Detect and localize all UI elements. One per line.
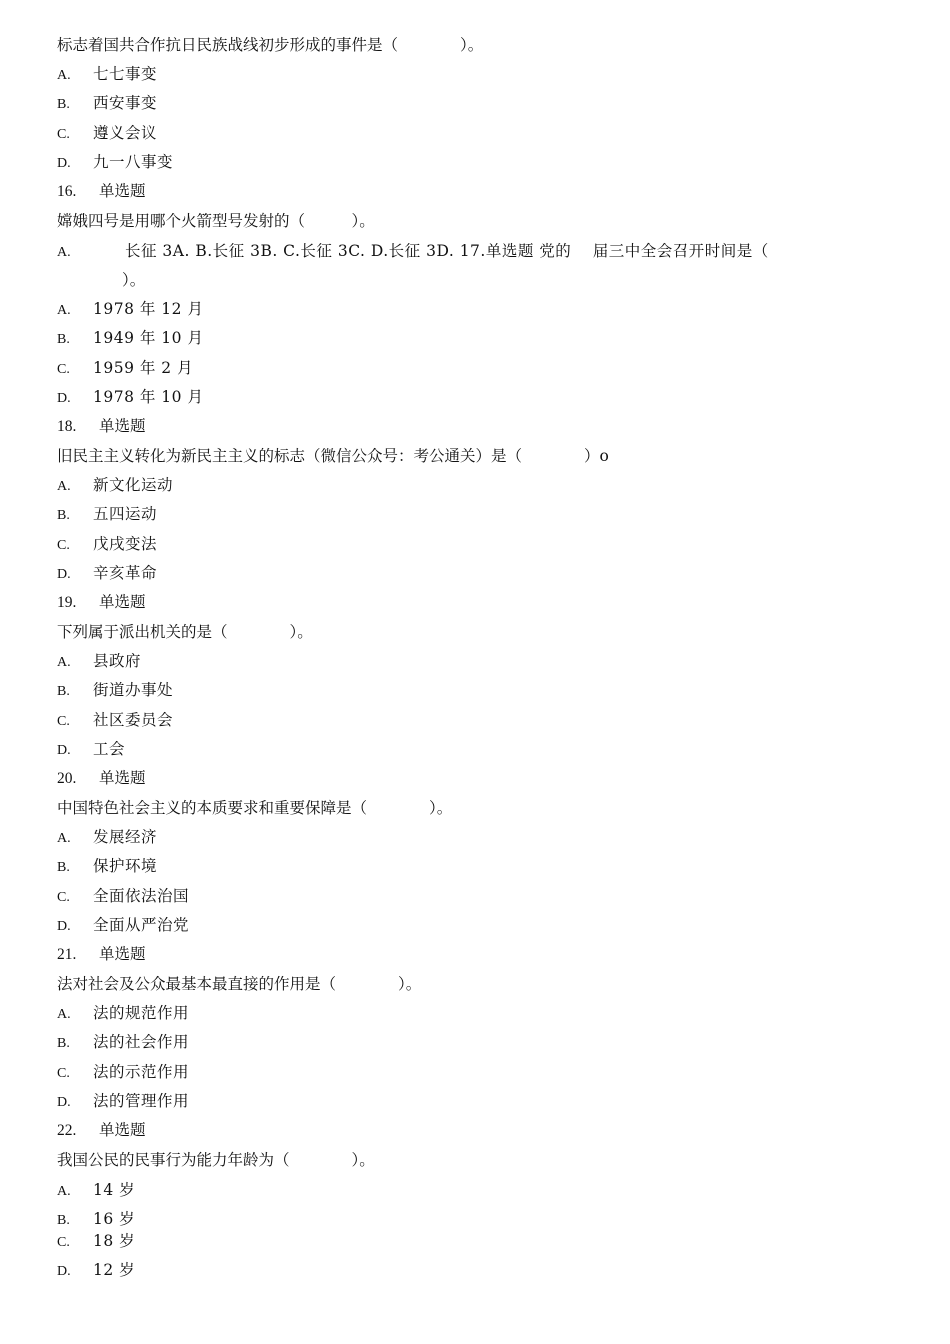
answer-option: [57, 651, 141, 673]
option-text: 全面依法治国: [93, 887, 190, 905]
option-text: 工会: [93, 740, 126, 758]
option-text: 18 岁: [93, 1232, 136, 1250]
option-letter: D.: [57, 1095, 71, 1110]
question-stem: 法对社会及公众最基本最直接的作用是（ ）。: [57, 975, 422, 993]
option-letter: D.: [57, 743, 71, 758]
question-number: 20.: [57, 770, 77, 787]
option-letter: C.: [57, 1066, 70, 1081]
option-text: 16 岁: [93, 1210, 136, 1228]
option-text: 1978 年 12 月: [93, 300, 204, 318]
question-type: 单选题: [99, 417, 146, 435]
option-letter: B.: [57, 860, 70, 875]
option-letter: A.: [57, 245, 71, 260]
question-header: [57, 181, 146, 202]
option-letter: B.: [57, 684, 70, 699]
option-letter: B.: [57, 332, 70, 347]
option-letter: C.: [57, 890, 70, 905]
option-letter: B.: [57, 97, 70, 112]
answer-option: [57, 680, 173, 702]
answer-option: [57, 710, 173, 732]
option-text: 县政府: [93, 652, 142, 670]
question-number: 18.: [57, 418, 77, 435]
question-header: [57, 1120, 146, 1141]
option-letter: A.: [57, 479, 71, 494]
answer-option: [57, 1003, 189, 1025]
option-text: 新文化运动: [93, 476, 174, 494]
option-letter: A.: [57, 1007, 71, 1022]
option-text: 法的示范作用: [93, 1063, 190, 1081]
option-text: 七七事变: [93, 65, 158, 83]
question-type: 单选题: [99, 593, 146, 611]
question-stem: 中国特色社会主义的本质要求和重要保障是（ ）。: [57, 799, 453, 817]
question-header: [57, 592, 146, 613]
question-stem: 下列属于派出机关的是（ ）。: [57, 623, 313, 641]
option-text: 14 岁: [93, 1181, 136, 1199]
option-letter: A.: [57, 1184, 71, 1199]
option-text: 发展经济: [93, 828, 158, 846]
option-letter: A.: [57, 68, 71, 83]
option-letter: C.: [57, 538, 70, 553]
option-text: 戊戌变法: [93, 535, 158, 553]
option-text: 12 岁: [93, 1261, 136, 1279]
option-letter: B.: [57, 1213, 70, 1228]
question-type: 单选题: [99, 1121, 146, 1139]
question-number: 16.: [57, 183, 77, 200]
question-header: [57, 416, 146, 437]
question-number: 22.: [57, 1122, 77, 1139]
answer-option: [57, 563, 157, 585]
answer-option: [57, 504, 157, 526]
option-text: 遵义会议: [93, 124, 158, 142]
answer-option: [57, 1032, 189, 1054]
answer-option: [57, 123, 157, 145]
answer-option: [57, 299, 203, 321]
option-text: 法的社会作用: [93, 1033, 190, 1051]
option-letter: B.: [57, 508, 70, 523]
question-stem: 嫦娥四号是用哪个火箭型号发射的（ ）。: [57, 212, 375, 230]
question-stem: 标志着国共合作抗日民族战线初步形成的事件是（ ）。: [57, 36, 484, 54]
option-letter: B.: [57, 1036, 70, 1051]
answer-option: [57, 827, 157, 849]
option-text: 1949 年 10 月: [93, 329, 204, 347]
answer-option: [57, 1209, 135, 1231]
option-letter: C.: [57, 362, 70, 377]
answer-option: [57, 1231, 135, 1253]
answer-option: [57, 64, 157, 86]
option-letter: A.: [57, 303, 71, 318]
option-text: 1959 年 2 月: [93, 359, 194, 377]
question-header: [57, 768, 146, 789]
answer-option: [57, 241, 769, 263]
option-text: 西安事变: [93, 94, 158, 112]
question-stem: 旧民主主义转化为新民主主义的标志（微信公众号：考公通关）是（ ）o: [57, 447, 609, 465]
option-text: 保护环境: [93, 857, 158, 875]
answer-option: [57, 475, 173, 497]
option-text: 1978 年 10 月: [93, 388, 204, 406]
answer-option: [57, 739, 125, 761]
question-type: 单选题: [99, 182, 146, 200]
answer-option: [57, 328, 203, 350]
answer-option: [57, 1091, 189, 1113]
option-text: 辛亥革命: [93, 564, 158, 582]
question-type: 单选题: [99, 945, 146, 963]
question-continuation: ）。: [122, 271, 146, 289]
option-letter: D.: [57, 1264, 71, 1279]
answer-option: [57, 1062, 189, 1084]
question-number: 19.: [57, 594, 77, 611]
question-type: 单选题: [99, 769, 146, 787]
option-letter: C.: [57, 127, 70, 142]
option-letter: A.: [57, 831, 71, 846]
answer-option: [57, 358, 193, 380]
answer-option: [57, 534, 157, 556]
option-letter: D.: [57, 156, 71, 171]
answer-option: [57, 1260, 135, 1282]
answer-option: [57, 1180, 135, 1202]
option-letter: C.: [57, 714, 70, 729]
answer-option: [57, 886, 189, 908]
option-text: 长征 3A. B.长征 3B. C.长征 3C. D.长征 3D. 17.单选题 党的 届三中全会召开时间是（: [93, 242, 769, 260]
answer-option: [57, 152, 173, 174]
option-text: 法的规范作用: [93, 1004, 190, 1022]
option-letter: D.: [57, 567, 71, 582]
answer-option: [57, 915, 189, 937]
question-stem: 我国公民的民事行为能力年龄为（ ）。: [57, 1151, 375, 1169]
option-letter: D.: [57, 391, 71, 406]
option-text: 全面从严治党: [93, 916, 190, 934]
option-text: 五四运动: [93, 505, 158, 523]
option-text: 九一八事变: [93, 153, 174, 171]
option-letter: C.: [57, 1235, 70, 1250]
answer-option: [57, 856, 157, 878]
option-text: 社区委员会: [93, 711, 174, 729]
option-text: 法的管理作用: [93, 1092, 190, 1110]
option-letter: A.: [57, 655, 71, 670]
answer-option: [57, 387, 203, 409]
option-text: 街道办事处: [93, 681, 174, 699]
question-header: [57, 944, 146, 965]
option-letter: D.: [57, 919, 71, 934]
question-number: 21.: [57, 946, 77, 963]
answer-option: [57, 93, 157, 115]
